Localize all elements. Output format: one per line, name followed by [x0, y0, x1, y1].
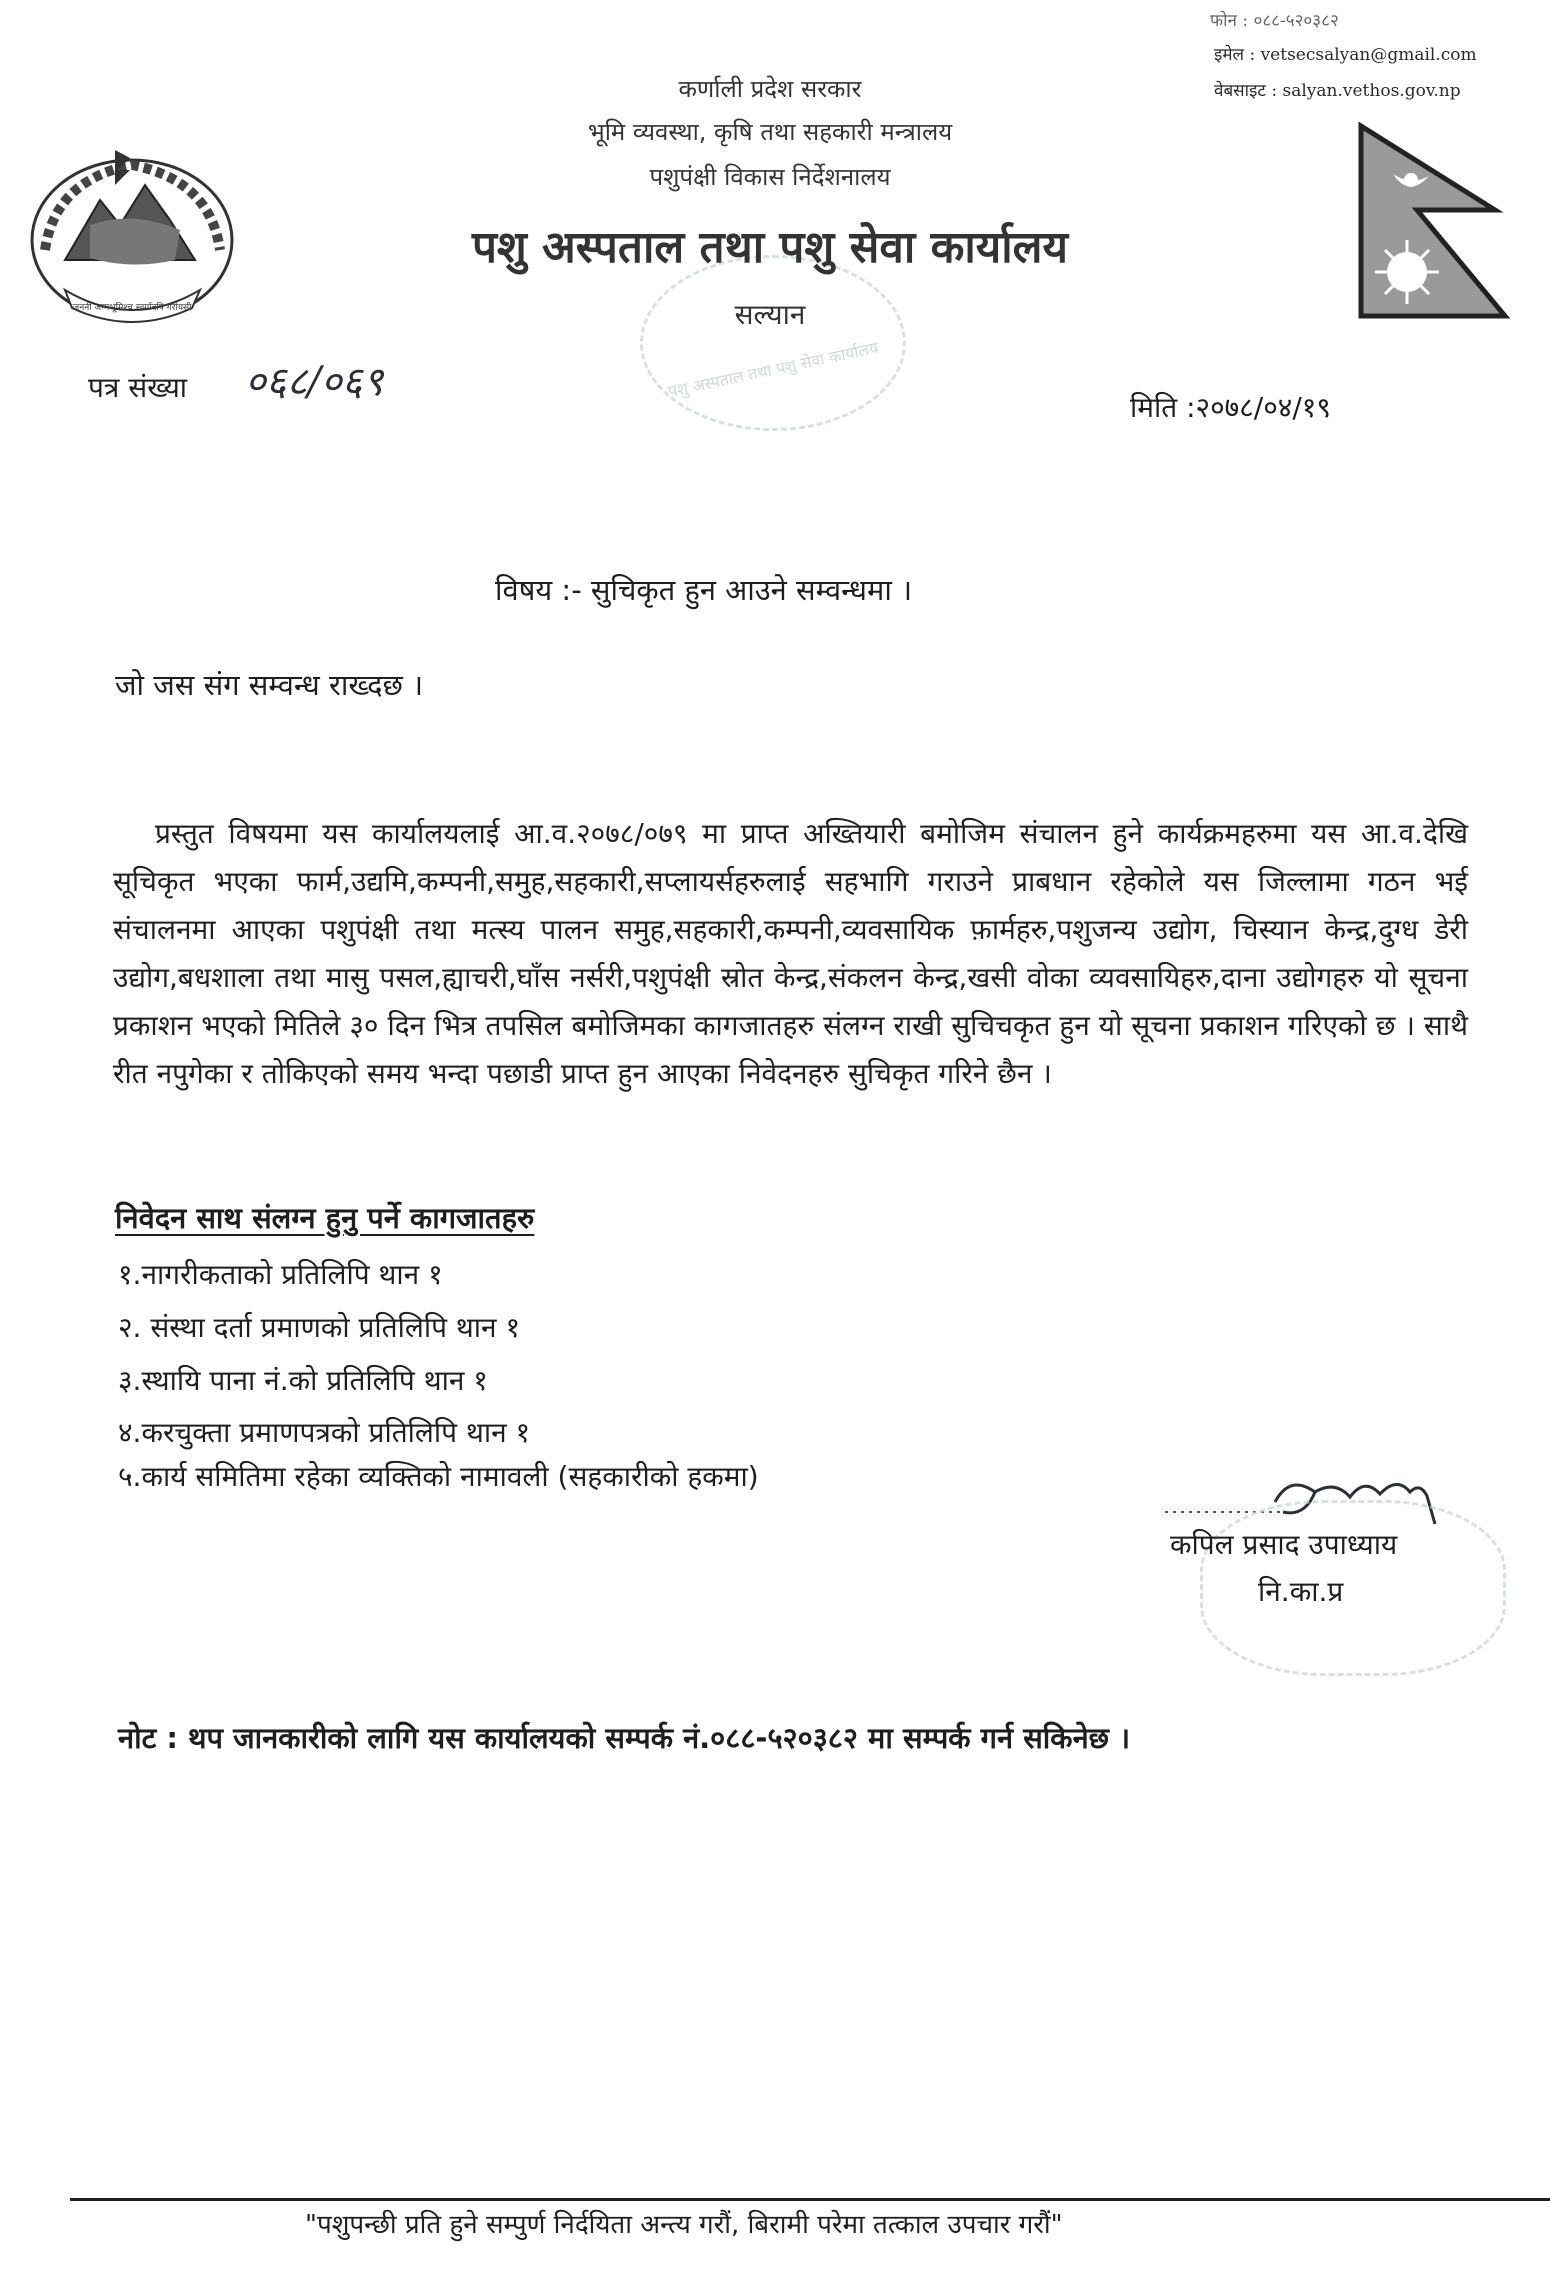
emblem-motto: जननी जन्मभूमिश्च स्वर्गादपि गरीयसी — [72, 303, 192, 313]
requirement-item: १.नागरीकताको प्रतिलिपि थान १ — [118, 1258, 443, 1291]
requirement-item: ३.स्थायि पाना नं.को प्रतिलिपि थान १ — [118, 1364, 488, 1397]
nepal-flag-icon — [1355, 120, 1515, 320]
subject-line: विषय :- सुचिकृत हुन आउने सम्वन्धमा । — [495, 573, 913, 607]
reference-label: पत्र संख्या — [88, 371, 188, 404]
body-paragraph: प्रस्तुत विषयमा यस कार्यालयलाई आ.व.२०७८/०७९ मा प्राप्त अख्तियारी बमोजिम संचालन हुने कार्यक्रमहरुमा यस आ.व.देखि सूचिकृत भएका फार्म,उद्यमि,कम्पनी,समुह,सहकारी,सप्लायर्सहरुलाई सहभागि गराउने प्राबधान रहेकोले यस जिल्लामा गठन भई संचालनमा आएका पशुपंक्षी तथा मत्स्य पालन समुह,सहकारी,कम्पनी,व्यवसायिक फ़ार्महरु,पशुजन्य उद्योग, चिस्यान केन्द्र,दुग्ध डेरी उद्योग,बधशाला तथा मासु पसल,ह्याचरी,घाँस नर्सरी,पशुपंक्षी स्रोत केन्द्र,संकलन केन्द्र,खसी वोका व्यवसायिहरु,दाना उद्योगहरु यो सूचना प्रकाशन भएको मितिले ३० दिन भित्र तपसिल बमोजिमका कागजातहरु संलग्न राखी सुचिचकृत हुन यो सूचना प्रकाशन गरिएको छ । साथै रीत नपुगेका र तोकिएको समय भन्दा पछाडी प्राप्त हुन आएका निवेदनहरु सुचिकृत गरिने छैन । — [113, 817, 1468, 1090]
nepal-emblem-icon — [20, 140, 245, 330]
requirement-item: ५.कार्य समितिमा रहेका व्यक्तिको नामावली (सहकारीको हकमा) — [118, 1460, 759, 1493]
signatory-title: नि.का.प्र — [1258, 1575, 1344, 1608]
requirement-item: २. संस्था दर्ता प्रमाणको प्रतिलिपि थान १ — [118, 1311, 521, 1344]
district-name: सल्यान — [734, 298, 806, 331]
contact-website: वेबसाइट : salyan.vethos.gov.np — [1214, 81, 1461, 101]
requirements-title: निवेदन साथ संलग्न हुनु पर्ने कागजातहरु — [115, 1201, 535, 1235]
reference-number: ०६८/०६९ — [245, 359, 384, 405]
footer-quote: "पशुपन्छी प्रति हुने सम्पुर्ण निर्दयिता अन्त्य गरौं, बिरामी परेमा तत्काल उपचार गरौं" — [305, 2210, 1063, 2240]
salutation: जो जस संग सम्वन्ध राख्दछ । — [115, 668, 424, 702]
footer-divider — [70, 2198, 1550, 2201]
ministry-name: भूमि व्यवस्था, कृषि तथा सहकारी मन्त्रालय — [587, 118, 953, 146]
contact-phone: फोन : ०८८-५२०३८२ — [1210, 11, 1339, 31]
letter-date: मिति :२०७८/०४/१९ — [1130, 391, 1331, 424]
stamp-text: पशु अस्पताल तथा पशु सेवा कार्यालय — [666, 337, 880, 402]
requirement-item: ४.करचुक्ता प्रमाणपत्रको प्रतिलिपि थान १ — [118, 1416, 531, 1449]
contact-email: इमेल : vetsecsalyan@gmail.com — [1214, 45, 1477, 65]
office-name: पशु अस्पताल तथा पशु सेवा कार्यालय — [471, 222, 1069, 273]
signatory-name: कपिल प्रसाद उपाध्याय — [1170, 1528, 1398, 1561]
directorate-name: पशुपंक्षी विकास निर्देशनालय — [649, 163, 891, 191]
government-name: कर्णाली प्रदेश सरकार — [678, 75, 862, 103]
office-stamp-icon — [640, 255, 906, 431]
contact-note: नोट : थप जानकारीको लागि यस कार्यालयको सम्पर्क नं.०८८-५२०३८२ मा सम्पर्क गर्न सकिनेछ । — [118, 1721, 1131, 1755]
